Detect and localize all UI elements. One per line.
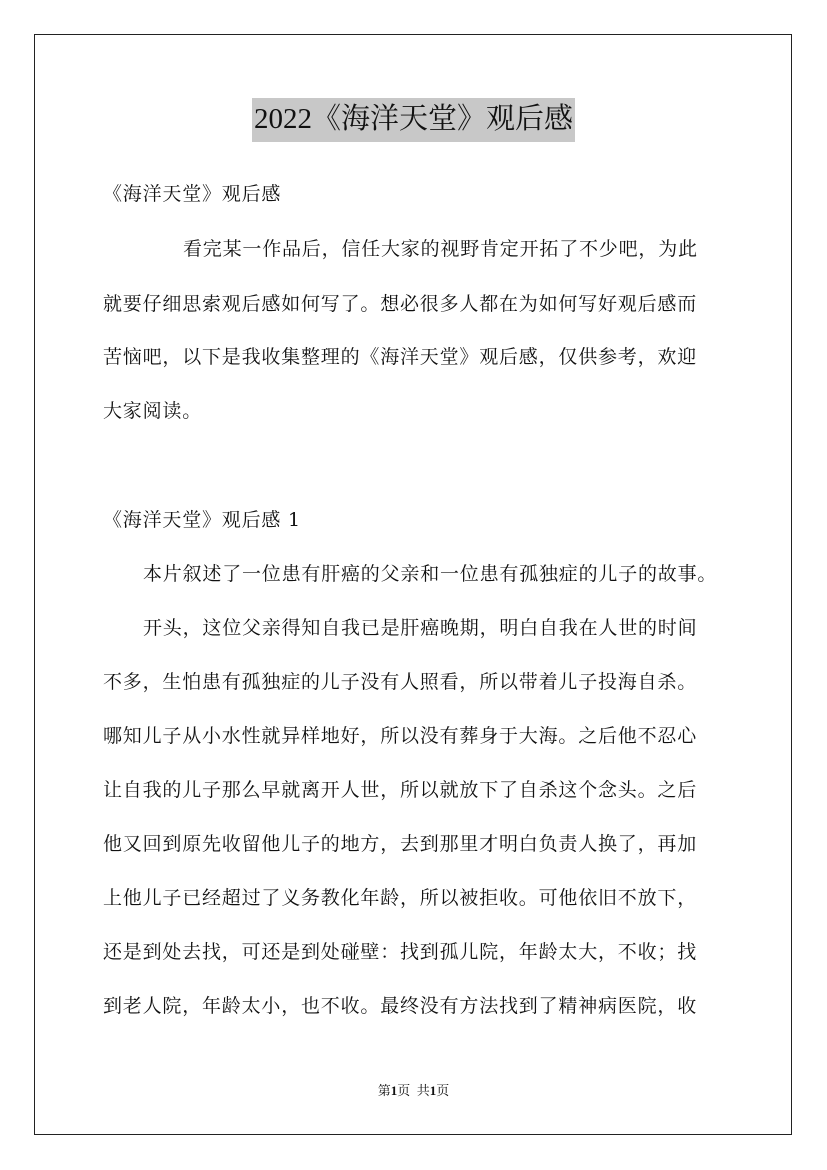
- footer-page-prefix: 第: [377, 1083, 391, 1098]
- title-container: [0, 98, 827, 142]
- section-heading: 《海洋天堂》观后感 1: [103, 509, 301, 531]
- page-footer: [0, 1083, 827, 1099]
- body-line: 让自我的儿子那么早就离开人世，所以就放下了自杀这个念头。之后: [103, 779, 698, 801]
- body-line: 哪知儿子从小水性就异样地好，所以没有葬身于大海。之后他不忍心: [103, 725, 698, 747]
- footer-total-suffix: 页: [436, 1083, 450, 1098]
- intro-line: 就要仔细思索观后感如何写了。想必很多人都在为如何写好观后感而: [103, 293, 698, 315]
- body-line: 他又回到原先收留他儿子的地方，去到那里才明白负责人换了，再加: [103, 833, 698, 855]
- intro-line: 大家阅读。: [103, 400, 203, 422]
- document-title: 2022《海洋天堂》观后感: [252, 98, 575, 142]
- footer-page-total: 1: [429, 1083, 437, 1098]
- footer-total-prefix: 共: [416, 1083, 430, 1098]
- footer-page-suffix: 页: [397, 1083, 411, 1098]
- body-line: 还是到处去找，可还是到处碰壁：找到孤儿院，年龄太大，不收；找: [103, 941, 698, 963]
- body-line: 到老人院，年龄太小，也不收。最终没有方法找到了精神病医院，收: [103, 995, 698, 1017]
- body-line: 不多，生怕患有孤独症的儿子没有人照看，所以带着儿子投海自杀。: [103, 671, 698, 693]
- body-line: 开头，这位父亲得知自我已是肝癌晚期，明白自我在人世的时间: [143, 617, 698, 639]
- intro-line: 看完某一作品后，信任大家的视野肯定开拓了不少吧，为此: [183, 238, 698, 260]
- footer-page-current: 1: [390, 1083, 398, 1098]
- body-line: 本片叙述了一位患有肝癌的父亲和一位患有孤独症的儿子的故事。: [143, 563, 718, 585]
- subtitle: 《海洋天堂》观后感: [103, 183, 282, 205]
- intro-line: 苦恼吧，以下是我收集整理的《海洋天堂》观后感，仅供参考，欢迎: [103, 346, 698, 368]
- body-line: 上他儿子已经超过了义务教化年龄，所以被拒收。可他依旧不放下，: [103, 887, 698, 909]
